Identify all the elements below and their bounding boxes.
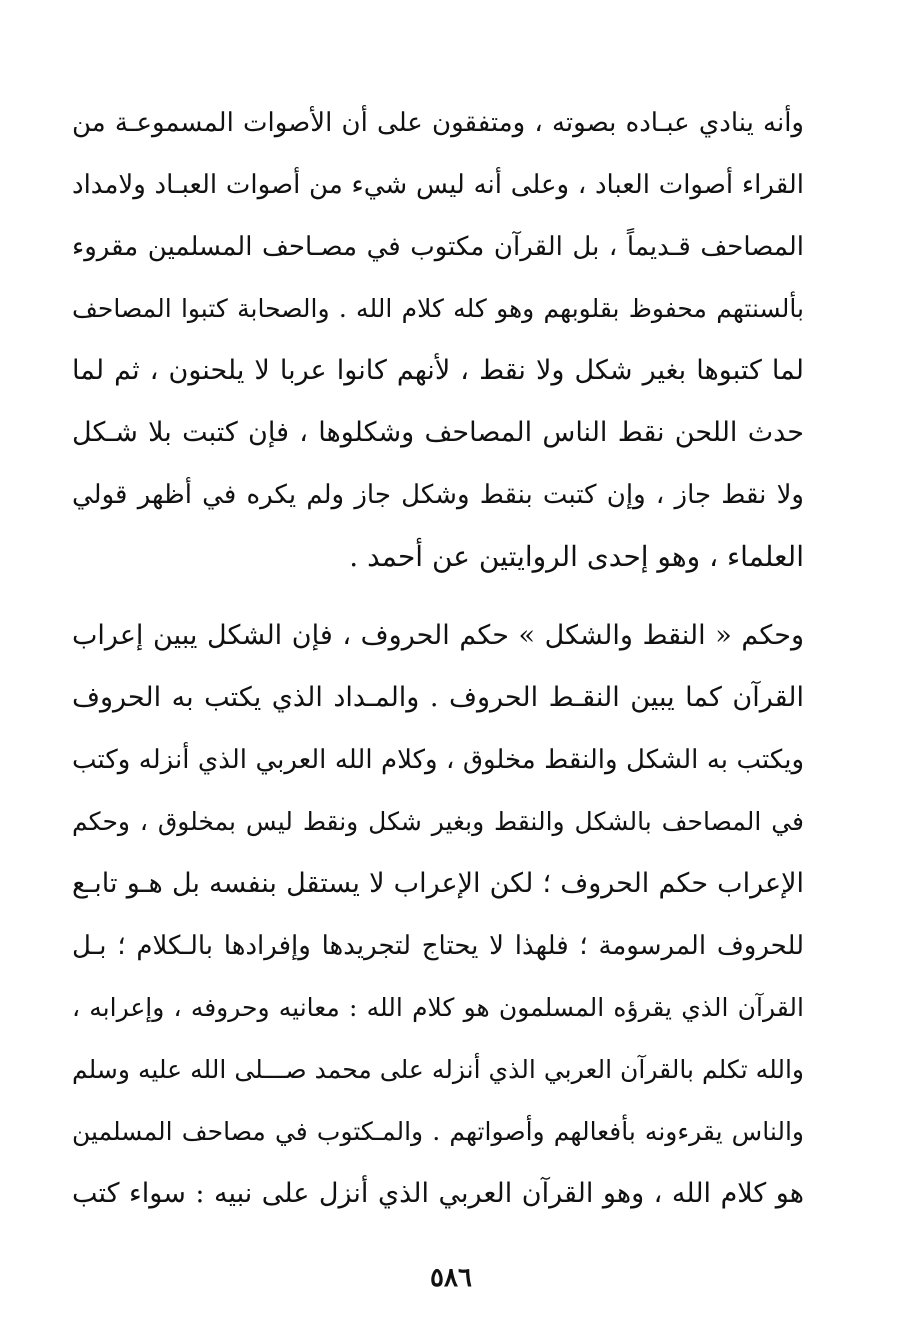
text-line: الإعراب حكم الحروف ؛ لكن الإعراب لا يستقل بنفسه بل هـو تابـع: [72, 868, 804, 899]
page-number: ٥٨٦: [430, 1263, 472, 1293]
text-line: لما كتبوها بغير شكل ولا نقط ، لأنهم كانوا عربا لا يلحنون ، ثم لما: [72, 355, 804, 386]
text-line: للحروف المرسومة ؛ فلهذا لا يحتاج لتجريدها وإفرادها بالـكلام ؛ بـل: [72, 931, 804, 961]
text-line: ويكتب به الشكل والنقط مخلوق ، وكلام الله العربي الذي أنزله وكتب: [72, 745, 804, 775]
text-line: في المصاحف بالشكل والنقط وبغير شكل ونقط ليس بمخلوق ، وحكم: [72, 807, 804, 836]
text-line: بألسنتهم محفوظ بقلوبهم وهو كله كلام الله . والصحابة كتبوا المصاحف: [72, 294, 804, 323]
text-line: حدث اللحن نقط الناس المصاحف وشكلوها ، فإن كتبت بلا شـكل: [72, 417, 804, 448]
text-line: المصاحف قـديماً ، بل القرآن مكتوب في مصـاحف المسلمين مقروء: [72, 232, 804, 262]
text-line: والناس يقرءونه بأفعالهم وأصواتهم . والمـكتوب في مصاحف المسلمين: [72, 1117, 804, 1146]
text-line: وأنه ينادي عبـاده بصوته ، ومتفقون على أن الأصوات المسموعـة من: [72, 108, 804, 138]
paragraph-1: [72, 92, 804, 588]
text-line: هو كلام الله ، وهو القرآن العربي الذي أنزل على نبيه : سواء كتب: [72, 1178, 804, 1209]
text-line: العلماء ، وهو إحدى الروايتين عن أحمد .: [349, 540, 804, 573]
text-line: والله تكلم بالقرآن العربي الذي أنزله على محمد صـــلى الله عليه وسلم: [72, 1055, 804, 1084]
text-line: القرآن الذي يقرؤه المسلمون هو كلام الله : معانيه وحروفه ، وإعرابه ،: [72, 993, 804, 1022]
text-line: القرآن كما يبين النقـط الحروف . والمـداد الذي يكتب به الحروف: [72, 682, 804, 713]
text-line: وحكم « النقط والشكل » حكم الحروف ، فإن الشكل يبين إعراب: [72, 620, 804, 651]
paragraph-2: [72, 605, 804, 1225]
text-line: ولا نقط جاز ، وإن كتبت بنقط وشكل جاز ولم يكره في أظهر قولي: [72, 480, 804, 510]
text-line: القراء أصوات العباد ، وعلى أنه ليس شيء من أصوات العبـاد ولامداد: [72, 170, 804, 200]
